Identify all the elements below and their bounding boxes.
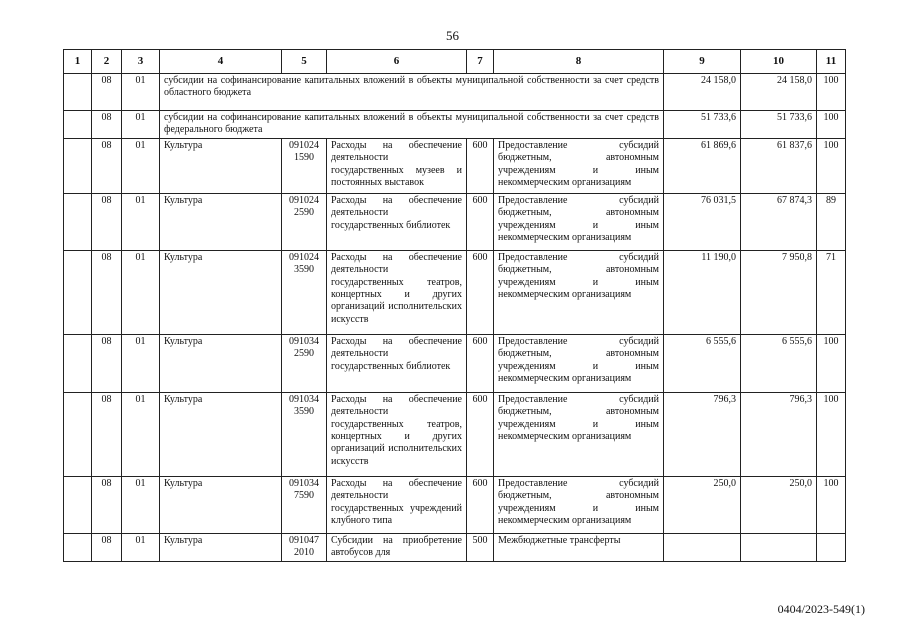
cell-subsection-code: 01 <box>122 334 160 392</box>
cell-section-code: 08 <box>92 74 122 111</box>
column-header-10: 10 <box>741 50 817 74</box>
cell-expense-type-code: 600 <box>467 250 494 334</box>
cell-execution-percent <box>817 533 846 561</box>
column-header-8: 8 <box>494 50 664 74</box>
cell-subsection-code: 01 <box>122 533 160 561</box>
column-header-3: 3 <box>122 50 160 74</box>
header-row <box>64 50 846 74</box>
table-row <box>64 74 846 111</box>
cell-target-article: 091034 2590 <box>282 334 327 392</box>
cell-col1-empty <box>64 193 92 250</box>
budget-table <box>63 49 846 562</box>
column-header-2: 2 <box>92 50 122 74</box>
cell-article-name: Субсидии на приобретение автобусов для <box>327 533 467 561</box>
cell-target-article: 091024 1590 <box>282 138 327 193</box>
cell-col1-empty <box>64 533 92 561</box>
column-header-11: 11 <box>817 50 846 74</box>
cell-expense-type-code: 600 <box>467 193 494 250</box>
cell-col1-empty <box>64 476 92 533</box>
page-number: 56 <box>446 28 459 43</box>
cell-article-name: Расходы на обеспечение деятельности государственных учреждений клубного типа <box>327 476 467 533</box>
cell-actual-amount: 61 837,6 <box>741 138 817 193</box>
table-row <box>64 193 846 250</box>
cell-col1-empty <box>64 392 92 476</box>
cell-execution-percent: 100 <box>817 334 846 392</box>
cell-target-article: 091034 3590 <box>282 392 327 476</box>
cell-actual-amount: 24 158,0 <box>741 74 817 111</box>
cell-col1-empty <box>64 111 92 139</box>
cell-actual-amount: 6 555,6 <box>741 334 817 392</box>
cell-section-name: Культура <box>160 193 282 250</box>
cell-section-name: Культура <box>160 476 282 533</box>
cell-section-name: Культура <box>160 392 282 476</box>
cell-execution-percent: 100 <box>817 392 846 476</box>
table-row <box>64 250 846 334</box>
cell-subsection-code: 01 <box>122 476 160 533</box>
cell-expense-type-code: 600 <box>467 138 494 193</box>
cell-section-name: Культура <box>160 138 282 193</box>
cell-planned-amount <box>664 533 741 561</box>
table-row <box>64 476 846 533</box>
cell-actual-amount: 67 874,3 <box>741 193 817 250</box>
cell-expense-type-name: Межбюджетные трансферты <box>494 533 664 561</box>
cell-section-code: 08 <box>92 138 122 193</box>
cell-col1-empty <box>64 250 92 334</box>
column-header-1: 1 <box>64 50 92 74</box>
cell-execution-percent: 100 <box>817 111 846 139</box>
cell-planned-amount: 796,3 <box>664 392 741 476</box>
cell-expense-type-name: Предоставление субсидий бюджетным, автономным учреждениям и иным некоммерческим организациям <box>494 334 664 392</box>
cell-expense-type-name: Предоставление субсидий бюджетным, автономным учреждениям и иным некоммерческим организациям <box>494 476 664 533</box>
cell-section-code: 08 <box>92 193 122 250</box>
cell-article-name: Расходы на обеспечение деятельности государственных театров, концертных и других организаций исполнительских искусств <box>327 250 467 334</box>
cell-article-name: Расходы на обеспечение деятельности государственных музеев и постоянных выставок <box>327 138 467 193</box>
cell-col1-empty <box>64 138 92 193</box>
cell-execution-percent: 100 <box>817 74 846 111</box>
table-body <box>64 74 846 562</box>
table-row <box>64 533 846 561</box>
column-header-4: 4 <box>160 50 282 74</box>
cell-actual-amount: 250,0 <box>741 476 817 533</box>
cell-description: субсидии на софинансирование капитальных вложений в объекты муниципальной собственности за счет средств федерального бюджета <box>160 111 664 139</box>
cell-planned-amount: 76 031,5 <box>664 193 741 250</box>
cell-col1-empty <box>64 74 92 111</box>
cell-target-article: 091047 2010 <box>282 533 327 561</box>
cell-section-code: 08 <box>92 334 122 392</box>
cell-planned-amount: 24 158,0 <box>664 74 741 111</box>
column-header-5: 5 <box>282 50 327 74</box>
cell-target-article: 091024 3590 <box>282 250 327 334</box>
document-code: 0404/2023-549(1) <box>777 602 865 616</box>
cell-subsection-code: 01 <box>122 193 160 250</box>
cell-section-name: Культура <box>160 334 282 392</box>
cell-article-name: Расходы на обеспечение деятельности государственных библиотек <box>327 193 467 250</box>
cell-subsection-code: 01 <box>122 111 160 139</box>
column-header-7: 7 <box>467 50 494 74</box>
cell-section-code: 08 <box>92 476 122 533</box>
cell-actual-amount: 7 950,8 <box>741 250 817 334</box>
table-row <box>64 334 846 392</box>
cell-expense-type-name: Предоставление субсидий бюджетным, автономным учреждениям и иным некоммерческим организациям <box>494 392 664 476</box>
cell-actual-amount <box>741 533 817 561</box>
cell-subsection-code: 01 <box>122 250 160 334</box>
cell-subsection-code: 01 <box>122 392 160 476</box>
cell-execution-percent: 100 <box>817 476 846 533</box>
cell-section-code: 08 <box>92 250 122 334</box>
table-row <box>64 111 846 139</box>
cell-subsection-code: 01 <box>122 138 160 193</box>
cell-planned-amount: 61 869,6 <box>664 138 741 193</box>
cell-subsection-code: 01 <box>122 74 160 111</box>
cell-planned-amount: 51 733,6 <box>664 111 741 139</box>
cell-target-article: 091034 7590 <box>282 476 327 533</box>
cell-actual-amount: 796,3 <box>741 392 817 476</box>
cell-execution-percent: 100 <box>817 138 846 193</box>
cell-section-name: Культура <box>160 533 282 561</box>
column-header-9: 9 <box>664 50 741 74</box>
cell-execution-percent: 71 <box>817 250 846 334</box>
cell-section-code: 08 <box>92 392 122 476</box>
cell-expense-type-name: Предоставление субсидий бюджетным, автономным учреждениям и иным некоммерческим организациям <box>494 193 664 250</box>
cell-planned-amount: 6 555,6 <box>664 334 741 392</box>
table-row <box>64 138 846 193</box>
cell-expense-type-name: Предоставление субсидий бюджетным, автономным учреждениям и иным некоммерческим организациям <box>494 138 664 193</box>
cell-description: субсидии на софинансирование капитальных вложений в объекты муниципальной собственности за счет средств областного бюджета <box>160 74 664 111</box>
cell-planned-amount: 250,0 <box>664 476 741 533</box>
cell-expense-type-name: Предоставление субсидий бюджетным, автономным учреждениям и иным некоммерческим организациям <box>494 250 664 334</box>
cell-actual-amount: 51 733,6 <box>741 111 817 139</box>
cell-section-code: 08 <box>92 111 122 139</box>
cell-execution-percent: 89 <box>817 193 846 250</box>
cell-section-name: Культура <box>160 250 282 334</box>
cell-article-name: Расходы на обеспечение деятельности государственных театров, концертных и других организаций исполнительских искусств <box>327 392 467 476</box>
cell-section-code: 08 <box>92 533 122 561</box>
cell-expense-type-code: 600 <box>467 334 494 392</box>
cell-expense-type-code: 500 <box>467 533 494 561</box>
column-header-6: 6 <box>327 50 467 74</box>
table-row <box>64 392 846 476</box>
cell-article-name: Расходы на обеспечение деятельности государственных библиотек <box>327 334 467 392</box>
cell-expense-type-code: 600 <box>467 476 494 533</box>
cell-expense-type-code: 600 <box>467 392 494 476</box>
cell-planned-amount: 11 190,0 <box>664 250 741 334</box>
cell-col1-empty <box>64 334 92 392</box>
cell-target-article: 091024 2590 <box>282 193 327 250</box>
